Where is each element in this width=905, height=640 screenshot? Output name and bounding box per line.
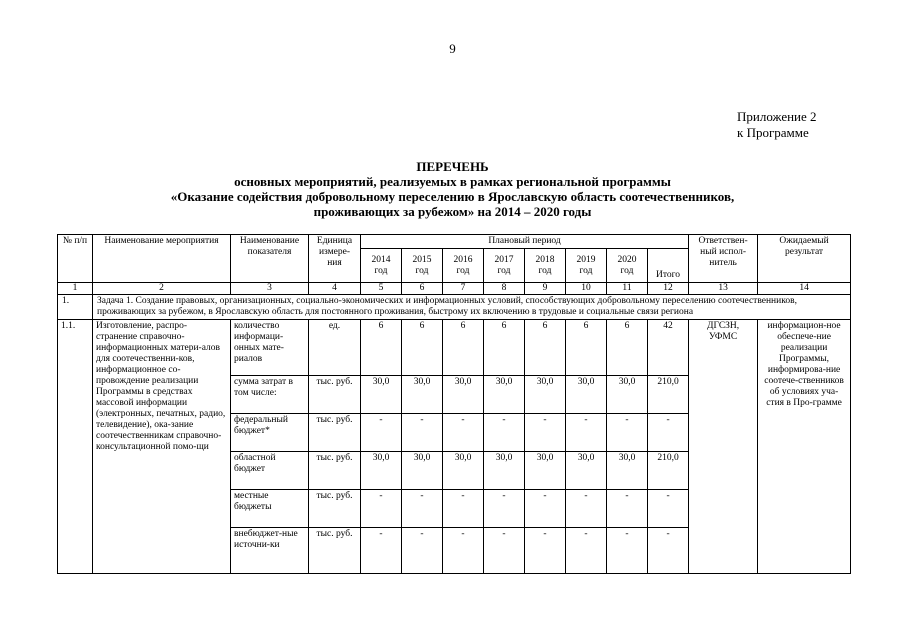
title-line-2: основных мероприятий, реализуемых в рамках региональной программы: [234, 174, 671, 189]
title-line-3: «Оказание содействия добровольному переселению в Ярославскую область соотечественников,: [170, 189, 735, 204]
col-number: 3: [231, 283, 309, 295]
value-cell: 30,0: [361, 376, 402, 414]
col-number: 5: [361, 283, 402, 295]
header-responsible: Ответствен-ный испол-нитель: [689, 235, 758, 283]
header-indicator: Наименование показателя: [231, 235, 309, 283]
value-cell: 6: [361, 320, 402, 376]
title-line-1: ПЕРЕЧЕНЬ: [416, 159, 489, 174]
header-year: 2018 год: [525, 249, 566, 283]
unit-cell: тыс. руб.: [309, 376, 361, 414]
value-cell: -: [361, 490, 402, 528]
task-row: [58, 295, 851, 320]
header-result: Ожидаемый результат: [758, 235, 851, 283]
value-cell: 6: [443, 320, 484, 376]
unit-cell: тыс. руб.: [309, 414, 361, 452]
total-cell: 42: [648, 320, 689, 376]
value-cell: -: [607, 528, 648, 574]
col-number: 11: [607, 283, 648, 295]
value-cell: 30,0: [566, 452, 607, 490]
value-cell: -: [484, 414, 525, 452]
value-cell: 30,0: [484, 452, 525, 490]
indicator-cell: внебюджет-ные источни-ки: [231, 528, 309, 574]
events-table: [57, 234, 851, 574]
item-event: Изготовление, распро-странение справочно-информационных матери-алов для соотечественни-ков, информационное со-провождение реализации Программы в средствах массовой информации (электронных, печатных, радио, телевидение), ока-зание соотечественникам справочно-консультационной помо-щи: [93, 320, 231, 574]
col-number: 8: [484, 283, 525, 295]
value-cell: -: [566, 490, 607, 528]
value-cell: 6: [607, 320, 648, 376]
header-unit: Единица измере-ния: [309, 235, 361, 283]
page-number: 9: [449, 41, 456, 56]
col-number: 6: [402, 283, 443, 295]
value-cell: -: [402, 414, 443, 452]
task-text: Задача 1. Создание правовых, организационных, социально-экономических и информационных условий, способствующих добровольному переселению соотечественников, проживающих за рубежом, в Ярославскую область для постоянного проживания, быстрому их включению в трудовые и социальные связи региона: [93, 295, 851, 320]
total-cell: 210,0: [648, 452, 689, 490]
value-cell: -: [607, 490, 648, 528]
col-number: 7: [443, 283, 484, 295]
value-cell: 30,0: [525, 376, 566, 414]
total-cell: -: [648, 490, 689, 528]
col-number: 13: [689, 283, 758, 295]
value-cell: 30,0: [525, 452, 566, 490]
appendix-line-1: Приложение 2: [737, 109, 817, 124]
indicator-cell: местные бюджеты: [231, 490, 309, 528]
indicator-cell: федеральный бюджет*: [231, 414, 309, 452]
col-number: 14: [758, 283, 851, 295]
value-cell: -: [525, 414, 566, 452]
header-year: 2017 год: [484, 249, 525, 283]
header-total: Итого: [648, 249, 689, 283]
total-cell: -: [648, 414, 689, 452]
value-cell: 30,0: [443, 452, 484, 490]
appendix-line-2: к Программе: [737, 125, 809, 140]
header-row: [58, 235, 851, 249]
value-cell: 30,0: [607, 452, 648, 490]
total-cell: 210,0: [648, 376, 689, 414]
value-cell: 6: [484, 320, 525, 376]
value-cell: -: [443, 490, 484, 528]
unit-cell: тыс. руб.: [309, 528, 361, 574]
header-year: 2014 год: [361, 249, 402, 283]
indicator-cell: областной бюджет: [231, 452, 309, 490]
col-number: 10: [566, 283, 607, 295]
value-cell: -: [361, 414, 402, 452]
header-year: 2016 год: [443, 249, 484, 283]
value-cell: -: [361, 528, 402, 574]
col-number: 4: [309, 283, 361, 295]
header-plan-period: Плановый период: [361, 235, 689, 249]
value-cell: 6: [402, 320, 443, 376]
item-responsible: ДГСЗН, УФМС: [689, 320, 758, 574]
column-numbers-row: [58, 283, 851, 295]
value-cell: 30,0: [402, 376, 443, 414]
value-cell: -: [484, 528, 525, 574]
value-cell: 30,0: [607, 376, 648, 414]
value-cell: -: [402, 528, 443, 574]
header-num: № п/п: [58, 235, 93, 283]
unit-cell: тыс. руб.: [309, 490, 361, 528]
value-cell: -: [607, 414, 648, 452]
col-number: 9: [525, 283, 566, 295]
header-year: 2015 год: [402, 249, 443, 283]
value-cell: -: [484, 490, 525, 528]
item-result: информацион-ное обеспече-ние реализации Программы, информирова-ние соотече-ственников об условиях уча-стия в Про-грамме: [758, 320, 851, 574]
value-cell: 6: [566, 320, 607, 376]
header-event: Наименование мероприятия: [93, 235, 231, 283]
unit-cell: ед.: [309, 320, 361, 376]
value-cell: 30,0: [484, 376, 525, 414]
value-cell: 30,0: [402, 452, 443, 490]
value-cell: -: [402, 490, 443, 528]
value-cell: -: [525, 490, 566, 528]
document-title: [0, 159, 905, 219]
value-cell: 6: [525, 320, 566, 376]
unit-cell: тыс. руб.: [309, 452, 361, 490]
indicator-cell: количество информаци-онных мате-риалов: [231, 320, 309, 376]
item-number: 1.1.: [58, 320, 93, 574]
title-line-4: проживающих за рубежом» на 2014 – 2020 годы: [313, 204, 592, 219]
total-cell: -: [648, 528, 689, 574]
table-row: [58, 320, 851, 376]
appendix-note: [737, 109, 817, 141]
value-cell: -: [443, 414, 484, 452]
header-year: 2019 год: [566, 249, 607, 283]
value-cell: -: [443, 528, 484, 574]
value-cell: -: [566, 414, 607, 452]
value-cell: 30,0: [443, 376, 484, 414]
col-number: 12: [648, 283, 689, 295]
task-number: 1.: [58, 295, 93, 320]
value-cell: -: [525, 528, 566, 574]
value-cell: 30,0: [566, 376, 607, 414]
col-number: 1: [58, 283, 93, 295]
value-cell: -: [566, 528, 607, 574]
header-year: 2020 год: [607, 249, 648, 283]
col-number: 2: [93, 283, 231, 295]
value-cell: 30,0: [361, 452, 402, 490]
indicator-cell: сумма затрат в том числе:: [231, 376, 309, 414]
